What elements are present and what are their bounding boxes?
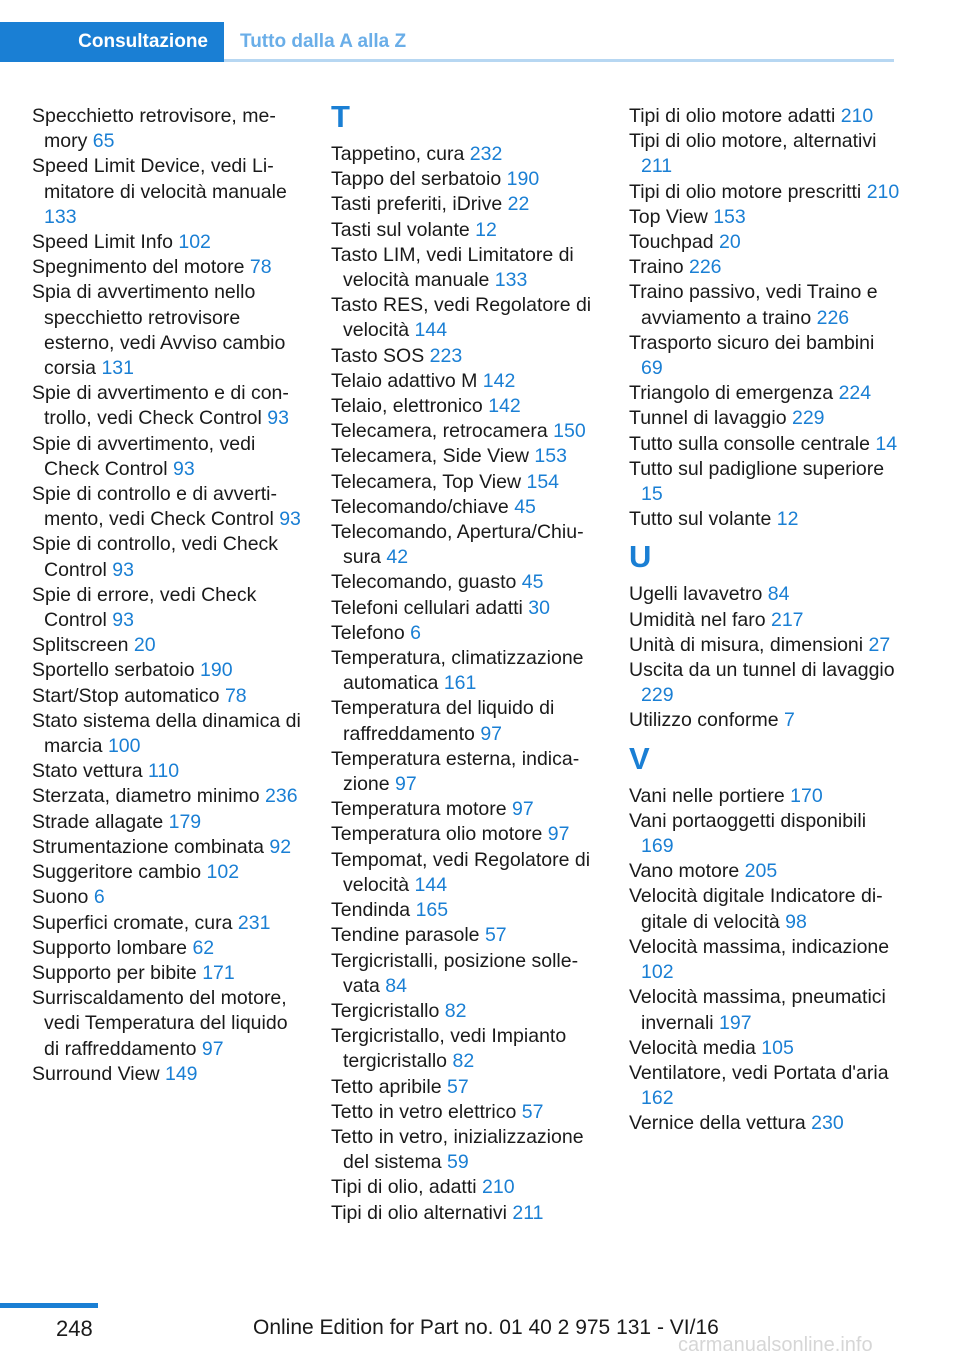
- index-entry: [32, 860, 304, 885]
- page-header: [0, 22, 894, 62]
- index-entry: [32, 911, 304, 936]
- index-entry: [629, 1036, 901, 1061]
- footer-bar: [0, 1303, 98, 1308]
- index-entry: [32, 936, 304, 961]
- page-link[interactable]: 229: [791, 407, 825, 430]
- index-entry: [331, 192, 603, 217]
- index-entry: [629, 809, 901, 859]
- index-entry-text: Utilizzo conforme: [629, 709, 779, 732]
- page-link[interactable]: 197: [719, 1011, 752, 1034]
- header-rule: [224, 59, 894, 62]
- index-entry-text: Tutto sul volante: [629, 508, 772, 531]
- index-entry: [331, 142, 603, 167]
- index-entry-text: Unità di misura, dimensioni: [629, 633, 864, 656]
- index-entry-text: Telaio, elettronico: [331, 395, 483, 418]
- index-entry-text: Vani portaoggetti disponibili: [629, 809, 867, 832]
- index-entry: [32, 835, 304, 860]
- watermark: carmanualsonline.info: [678, 1334, 873, 1356]
- index-entry-text: Telefono: [331, 621, 405, 644]
- index-entry-text: Tasto LIM, vedi Limitatore di velocità manuale: [331, 243, 574, 292]
- index-entry: [32, 381, 304, 431]
- page-link[interactable]: 153: [713, 205, 746, 228]
- index-entry-text: Spie di errore, vedi Check Control: [32, 583, 257, 632]
- index-entry: [629, 255, 901, 280]
- index-entry: [331, 646, 603, 696]
- index-entry-text: Tipi di olio, adatti: [331, 1176, 477, 1199]
- page-link[interactable]: 170: [790, 784, 823, 807]
- index-entry-text: Superfici cromate, cura: [32, 911, 233, 934]
- index-entry-text: Suono: [32, 886, 89, 909]
- index-column-2: [331, 99, 603, 1226]
- index-entry-text: Tunnel di lavaggio: [629, 407, 787, 430]
- index-entry-text: Touchpad: [629, 231, 714, 254]
- index-entry: [629, 205, 901, 230]
- index-entry: [32, 986, 304, 1062]
- page-link[interactable]: 97: [512, 798, 534, 821]
- page-link[interactable]: 57: [521, 1100, 544, 1123]
- page-link[interactable]: 45: [521, 571, 544, 594]
- page-link[interactable]: 93: [267, 407, 289, 430]
- index-entry: [32, 255, 304, 280]
- page-link[interactable]: 82: [452, 1050, 475, 1073]
- index-entry-text: Speed Limit Device, vedi Limitatore di velocità manuale: [32, 155, 287, 203]
- subsection-tab[interactable]: Tutto dalla A alla Z: [240, 31, 407, 52]
- page-link[interactable]: 142: [488, 395, 521, 418]
- index-entry: [331, 570, 603, 595]
- index-entry-text: Temperatura, climatizzazione automatica: [331, 647, 584, 695]
- index-entry-text: Vernice della vettura: [629, 1112, 806, 1135]
- page-link[interactable]: 22: [507, 193, 530, 216]
- index-entry-text: Velocità digitale Indicatore digitale di velocità: [629, 885, 883, 933]
- page-link[interactable]: 12: [475, 218, 497, 241]
- index-entry: [331, 444, 603, 469]
- index-entry: [32, 810, 304, 835]
- index-entry-text: Telecomando, Apertura/Chiusura: [331, 521, 584, 569]
- page-link[interactable]: 59: [447, 1151, 469, 1174]
- page-link[interactable]: 30: [528, 596, 550, 619]
- page-link[interactable]: 98: [785, 910, 807, 933]
- index-entry: [331, 1075, 603, 1100]
- index-entry: [331, 470, 603, 495]
- index-entry: [629, 180, 901, 205]
- page-link[interactable]: 144: [414, 873, 448, 896]
- index-entry: [32, 633, 304, 658]
- index-entry: [331, 822, 603, 847]
- index-entry: [331, 520, 603, 570]
- index-entry-text: Top View: [629, 205, 708, 228]
- index-entry-text: Tasti preferiti, iDrive: [331, 193, 503, 216]
- index-entry-text: Stato sistema della dinamica di marcia: [32, 709, 301, 758]
- index-entry-text: Tipi di olio motore adatti: [629, 105, 836, 127]
- index-entry-text: Strumentazione combinata: [32, 835, 264, 858]
- page-link[interactable]: 162: [641, 1087, 674, 1110]
- index-entry: [32, 759, 304, 784]
- index-entry-text: Speed Limit Info: [32, 231, 173, 254]
- index-entry: [331, 797, 603, 822]
- page-link[interactable]: 20: [133, 634, 156, 657]
- index-entry-text: Suggeritore cambio: [32, 861, 202, 884]
- page-link[interactable]: 211: [512, 1201, 544, 1224]
- index-entry-text: Trasporto sicuro dei bambini: [629, 331, 875, 354]
- page-link[interactable]: 42: [386, 546, 409, 569]
- index-entry-text: Temperatura del liquido di raffreddamento: [331, 697, 555, 745]
- index-entry: [331, 1024, 603, 1074]
- page-link[interactable]: 210: [840, 105, 874, 127]
- index-entry: [331, 167, 603, 192]
- index-entry: [629, 381, 901, 406]
- page-link[interactable]: 14: [875, 432, 898, 455]
- index-entry: [331, 999, 603, 1024]
- index-entry-text: Supporto per bibite: [32, 961, 197, 984]
- page-link[interactable]: 161: [443, 672, 477, 695]
- index-entry: [629, 1111, 901, 1136]
- index-entry-text: Telecomando/chiave: [331, 495, 509, 518]
- index-entry-text: Umidità nel faro: [629, 608, 766, 631]
- page-link[interactable]: 93: [112, 558, 134, 581]
- index-entry: [32, 885, 304, 910]
- index-entry: [331, 243, 603, 293]
- index-entry-text: Tetto apribile: [331, 1075, 442, 1098]
- index-entry-text: Strade allagate: [32, 810, 164, 833]
- page-link[interactable]: 102: [641, 961, 674, 984]
- index-entry: [331, 898, 603, 923]
- page-link[interactable]: 232: [469, 143, 503, 165]
- page-link[interactable]: 97: [201, 1037, 224, 1060]
- index-entry-text: Traino passivo, vedi Traino e avviamento a traino: [629, 281, 878, 329]
- page-link[interactable]: 69: [641, 357, 663, 380]
- page-link[interactable]: 12: [776, 508, 799, 531]
- index-entry-text: Uscita da un tunnel di lavaggio: [629, 659, 895, 682]
- page-link[interactable]: 231: [237, 911, 271, 934]
- index-entry-text: Sportello serbatoio: [32, 659, 195, 682]
- page-link[interactable]: 133: [494, 269, 528, 292]
- page-link[interactable]: 93: [279, 508, 301, 531]
- index-entry: [331, 218, 603, 243]
- index-entry: [32, 432, 304, 482]
- index-entry: [629, 582, 901, 607]
- page-link[interactable]: 171: [202, 961, 235, 984]
- section-tab[interactable]: Consultazione: [0, 22, 224, 62]
- page-link[interactable]: 45: [514, 495, 536, 518]
- index-entry: [32, 104, 304, 154]
- page-link[interactable]: 165: [415, 899, 449, 922]
- index-entry-text: Ugelli lavavetro: [629, 583, 763, 606]
- index-entry: [629, 129, 901, 179]
- index-entry: [629, 104, 901, 129]
- index-entry-text: Vano motore: [629, 860, 740, 883]
- index-entry-text: Spie di avvertimento e di controllo, vedi Check Control: [32, 382, 289, 430]
- index-entry-text: Telaio adattivo M: [331, 369, 478, 392]
- index-entry-text: Tipi di olio alternativi: [331, 1201, 507, 1224]
- index-entry: [32, 1062, 304, 1087]
- page-link[interactable]: 93: [112, 609, 134, 632]
- index-entry-text: Velocità massima, indicazione: [629, 935, 890, 958]
- index-entry-text: Telecomando, guasto: [331, 571, 517, 594]
- index-entry: [629, 406, 901, 431]
- index-entry: [331, 1100, 603, 1125]
- page-link[interactable]: 105: [761, 1036, 794, 1059]
- index-entry: [629, 935, 901, 985]
- page-link[interactable]: 190: [506, 168, 540, 191]
- edition-note: Online Edition for Part no. 01 40 2 975 131 - VI/16: [253, 1316, 719, 1339]
- index-entry: [629, 608, 901, 633]
- page-link[interactable]: 65: [92, 130, 115, 153]
- index-entry: [32, 684, 304, 709]
- page-link[interactable]: 226: [816, 306, 850, 329]
- index-entry-text: Triangolo di emergenza: [629, 382, 834, 405]
- index-entry-text: Tergicristallo, vedi Impianto tergicristallo: [331, 1025, 567, 1073]
- index-entry-text: Telecamera, retrocamera: [331, 420, 548, 443]
- index-entry-text: Vani nelle portiere: [629, 784, 785, 807]
- page-link[interactable]: 210: [866, 180, 900, 203]
- index-entry: [331, 1125, 603, 1175]
- page-link[interactable]: 133: [44, 205, 77, 228]
- page-link[interactable]: 82: [444, 999, 467, 1022]
- index-entry: [331, 747, 603, 797]
- index-entry: [629, 708, 901, 733]
- index-entry: [32, 709, 304, 759]
- index-entry: [32, 154, 304, 230]
- index-entry-text: Tappo del serbatoio: [331, 168, 502, 191]
- index-entry: [629, 457, 901, 507]
- index-entry-text: Tergicristallo: [331, 999, 440, 1022]
- page-link[interactable]: 57: [484, 924, 507, 947]
- page-link[interactable]: 230: [811, 1112, 844, 1135]
- page-link[interactable]: 169: [641, 835, 674, 858]
- index-entry-text: Tendinda: [331, 899, 411, 922]
- index-entry: [629, 230, 901, 255]
- page-link[interactable]: 97: [480, 722, 503, 745]
- page-link[interactable]: 97: [395, 773, 417, 796]
- page-link[interactable]: 92: [269, 835, 292, 858]
- page-link[interactable]: 144: [414, 319, 448, 342]
- index-entry: [629, 280, 901, 330]
- index-entry: [629, 432, 901, 457]
- index-entry-text: Tergicristalli, posizione sollevata: [331, 949, 579, 997]
- index-entry-text: Temperatura olio motore: [331, 823, 543, 846]
- index-entry-text: Tutto sul padiglione superiore: [629, 457, 885, 480]
- page-link[interactable]: 150: [553, 420, 586, 443]
- index-entry: [331, 394, 603, 419]
- index-entry-text: Telecamera, Top View: [331, 470, 522, 493]
- index-entry-text: Telefoni cellulari adatti: [331, 596, 523, 619]
- index-entry: [331, 848, 603, 898]
- page-link[interactable]: 179: [168, 810, 202, 833]
- index-entry-text: Specchietto retrovisore, memory: [32, 105, 276, 153]
- page-link[interactable]: 6: [410, 621, 422, 644]
- page-link[interactable]: 102: [178, 231, 211, 254]
- index-entry: [32, 230, 304, 255]
- index-entry-text: Tappetino, cura: [331, 143, 465, 165]
- index-entry: [32, 280, 304, 381]
- index-entry: [331, 949, 603, 999]
- index-entry-text: Temperatura esterna, indicazione: [331, 747, 580, 796]
- index-entry-text: Sterzata, diametro minimo: [32, 785, 260, 808]
- index-entry: [32, 784, 304, 809]
- page-link[interactable]: 210: [482, 1176, 515, 1199]
- index-entry-text: Tasti sul volante: [331, 218, 470, 241]
- index-entry: [32, 961, 304, 986]
- index-entry: [629, 633, 901, 658]
- page-link[interactable]: 223: [429, 344, 463, 367]
- page-link[interactable]: 27: [868, 633, 891, 656]
- index-entry-text: Surriscaldamento del motore, vedi Temperatura del liquido di raffreddamento: [32, 987, 288, 1060]
- page-number: 248: [56, 1316, 93, 1341]
- index-entry: [331, 495, 603, 520]
- index-entry: [629, 331, 901, 381]
- index-entry: [331, 923, 603, 948]
- page-link[interactable]: 211: [641, 155, 673, 178]
- page-link[interactable]: 110: [148, 760, 180, 783]
- index-entry: [331, 419, 603, 444]
- index-entry-text: Traino: [629, 256, 684, 279]
- index-entry-text: Tendine parasole: [331, 924, 480, 947]
- index-entry: [331, 621, 603, 646]
- page-link[interactable]: 6: [93, 886, 105, 909]
- page-link[interactable]: 57: [447, 1075, 469, 1098]
- index-entry: [629, 985, 901, 1035]
- page-link[interactable]: 149: [164, 1062, 198, 1085]
- page-link[interactable]: 15: [641, 483, 663, 506]
- page-link[interactable]: 20: [719, 231, 741, 254]
- index-entry-text: Surround View: [32, 1062, 160, 1085]
- page-link[interactable]: 62: [192, 936, 215, 959]
- index-entry-text: Spegnimento del motore: [32, 256, 245, 279]
- index-entry-text: Tipi di olio motore, alternativi: [629, 130, 877, 153]
- page-link[interactable]: 217: [770, 608, 804, 631]
- page-link[interactable]: 97: [547, 823, 570, 846]
- index-entry-text: Spie di avvertimento, vedi Check Control: [32, 432, 256, 480]
- index-entry-text: Velocità media: [629, 1036, 756, 1059]
- page-link[interactable]: 84: [767, 583, 790, 606]
- page-link[interactable]: 224: [838, 382, 872, 405]
- index-entry-text: Ventilatore, vedi Portata d'aria: [629, 1061, 889, 1084]
- index-entry: [32, 658, 304, 683]
- index-column-3: [629, 104, 901, 1137]
- page-link[interactable]: 78: [249, 256, 272, 279]
- index-entry: [629, 658, 901, 708]
- page-link[interactable]: 236: [265, 785, 298, 808]
- index-entry-text: Tutto sulla consolle centrale: [629, 432, 870, 455]
- index-entry-text: Spie di controllo e di avvertimento, vedi Check Control: [32, 483, 277, 531]
- index-entry: [331, 344, 603, 369]
- index-entry: [32, 532, 304, 582]
- index-entry: [629, 884, 901, 934]
- page-link[interactable]: 78: [224, 684, 247, 707]
- index-entry: [629, 859, 901, 884]
- page-link[interactable]: 154: [526, 470, 560, 493]
- index-letter-heading: T: [331, 99, 350, 134]
- page-link[interactable]: 153: [534, 445, 567, 468]
- index-entry: [331, 696, 603, 746]
- index-column-1: [32, 104, 304, 1087]
- index-entry-text: Tasto SOS: [331, 344, 425, 367]
- index-entry-text: Splitscreen: [32, 634, 129, 657]
- page-link[interactable]: 100: [107, 735, 141, 758]
- index-entry: [629, 507, 901, 532]
- page-link[interactable]: 93: [172, 457, 195, 480]
- index-entry-text: Supporto lombare: [32, 936, 188, 959]
- index-entry: [629, 1061, 901, 1111]
- index-entry: [32, 482, 304, 532]
- index-entry-text: Telecamera, Side View: [331, 445, 529, 468]
- index-entry: [331, 1201, 603, 1226]
- page-link[interactable]: 142: [482, 369, 516, 392]
- index-entry-text: Start/Stop automatico: [32, 684, 220, 707]
- index-entry: [331, 369, 603, 394]
- page-link[interactable]: 190: [200, 659, 233, 682]
- page-link[interactable]: 131: [101, 357, 134, 380]
- page-link[interactable]: 205: [744, 860, 778, 883]
- page-link[interactable]: 84: [385, 974, 407, 997]
- page-link[interactable]: 7: [783, 709, 795, 732]
- index-entry-text: Spie di controllo, vedi Check Control: [32, 533, 279, 581]
- index-entry-text: Tipi di olio motore prescritti: [629, 180, 862, 203]
- index-entry-text: Tetto in vetro elettrico: [331, 1100, 517, 1123]
- page-link[interactable]: 102: [206, 861, 240, 884]
- page-link[interactable]: 226: [688, 256, 722, 279]
- index-letter-heading: V: [629, 740, 650, 776]
- index-entry-text: Velocità massima, pneumatici invernali: [629, 986, 886, 1034]
- index-entry-text: Spia di avvertimento nello specchietto retrovisore esterno, vedi Avviso cambio corsia: [32, 281, 286, 380]
- index-entry: [32, 583, 304, 633]
- index-entry: [331, 596, 603, 621]
- index-entry: [629, 784, 901, 809]
- index-entry-text: Tempomat, vedi Regolatore di velocità: [331, 848, 591, 896]
- index-entry-text: Stato vettura: [32, 760, 143, 783]
- index-entry-text: Temperatura motore: [331, 798, 507, 821]
- index-entry-text: Tetto in vetro, inizializzazione del sistema: [331, 1125, 584, 1174]
- page-link[interactable]: 229: [641, 684, 674, 707]
- index-entry: [331, 1175, 603, 1200]
- index-letter-heading: U: [629, 539, 652, 575]
- index-entry: [331, 293, 603, 343]
- index-entry-text: Tasto RES, vedi Regolatore di velocità: [331, 294, 592, 342]
